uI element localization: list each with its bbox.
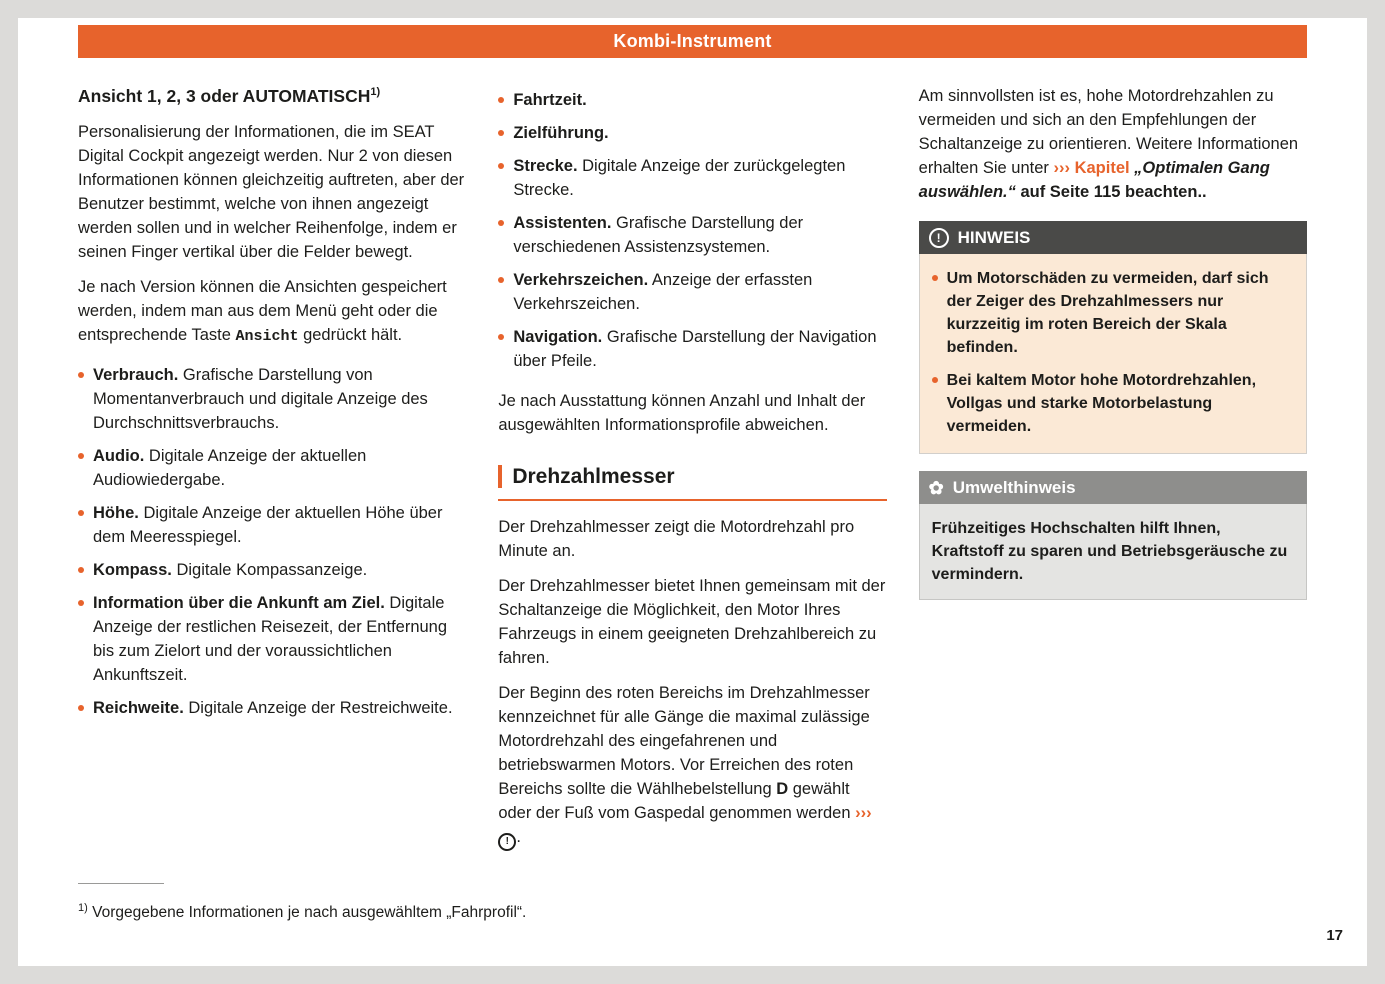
bullet-icon — [78, 705, 84, 711]
bullet-icon — [932, 377, 938, 383]
list-item-verbrauch — [78, 363, 466, 435]
item-lead: Höhe. — [93, 504, 139, 522]
column-2 — [498, 84, 886, 862]
cross-ref-arrows: ››› — [855, 804, 872, 822]
umwelthinweis-header — [919, 471, 1307, 504]
item-lead: Audio. — [93, 447, 145, 465]
item-text: Digitale Anzeige der Restreichweite. — [188, 699, 453, 717]
list-item-audio — [78, 444, 466, 492]
item-lead: Information über die Ankunft am Ziel. — [93, 594, 385, 612]
bullet-icon — [498, 97, 504, 103]
item-text: Digitale Anzeige der aktuellen Höhe über dem Meeresspiegel. — [93, 504, 443, 546]
list-item-kompass — [78, 558, 466, 582]
item-lead: Strecke. — [513, 157, 578, 175]
paragraph-personalisierung: Personalisierung der Informationen, die im SEAT Digital Cockpit angezeigt werden. Nur 2 von diesen Informationen können gleichzeitig auftreten, aber der Benutzer bestimmt, welche von ihnen angezeigt werden sollen und in welcher Reihenfolge, indem er seinen Finger vertikal über die Felder bewegt. — [78, 123, 465, 261]
list-item-strecke — [498, 154, 886, 202]
text-segment: Je nach Version können die Ansichten gespeichert werden, indem man aus dem Menü geht oder die entsprechende Taste — [78, 278, 447, 344]
umwelthinweis-body — [919, 504, 1307, 600]
paragraph-drehzahl-3 — [498, 681, 886, 851]
hinweis-header — [919, 221, 1307, 254]
hinweis-ref-icon — [498, 833, 516, 851]
umwelthinweis-text: Frühzeitiges Hochschalten hilft Ihnen, Kraftstoff zu sparen und Betriebsgeräusche zu vermindern. — [931, 520, 1288, 583]
paragraph-ansichten-speichern — [78, 275, 466, 349]
item-lead: Verkehrszeichen. — [513, 271, 649, 289]
heading-ansicht — [78, 84, 466, 108]
item-lead: Kompass. — [93, 561, 172, 579]
item-text: Digitale Kompassanzeige. — [176, 561, 368, 579]
item-lead: Assistenten. — [513, 214, 612, 232]
gear-position-label: D — [776, 780, 789, 798]
footnote-marker: 1) — [78, 901, 88, 914]
text-segment: Der Beginn des roten Bereichs im Drehzahlmesser kennzeichnet für alle Gänge die maximal zulässige Motordrehzahl des eingefahrenen und betriebswarmen Motors. Vor Erreichen des roten Bereichs sollte die Wählhebelstellung — [498, 684, 870, 798]
bullet-icon — [498, 277, 504, 283]
bullet-icon — [78, 453, 84, 459]
item-text: Anzeige der erfassten Verkehrszeichen. — [513, 271, 813, 313]
item-text: Grafische Darstellung der Navigation über Pfeile. — [513, 328, 877, 370]
list-item-assistenten — [498, 211, 886, 259]
hinweis-item — [932, 369, 1294, 438]
section-heading-drehzahlmesser — [498, 465, 886, 501]
umwelthinweis-box — [919, 471, 1307, 600]
list-item-ankunft — [78, 591, 466, 687]
item-text: Digitale Anzeige der zurückgelegten Strecke. — [513, 157, 846, 199]
flower-icon: ✿ — [928, 477, 944, 498]
item-text: Digitale Anzeige der aktuellen Audiowiedergabe. — [93, 447, 367, 489]
list-item-verkehrszeichen — [498, 268, 886, 316]
bullet-icon — [78, 510, 84, 516]
footnote — [78, 883, 526, 922]
hinweis-item-text: Bei kaltem Motor hohe Motordrehzahlen, Vollgas und starke Motorbelastung vermeiden. — [946, 372, 1257, 435]
hinweis-ref-icon-glyph: ! — [505, 836, 509, 847]
text-segment: . — [516, 828, 521, 846]
footnote-text: Vorgegebene Informationen je nach ausgewähltem „Fahrprofil“. — [92, 904, 527, 921]
bullet-icon — [498, 220, 504, 226]
list-item-fahrtzeit — [498, 88, 886, 112]
text-segment: Am sinnvollsten ist es, hohe Motordrehzahlen zu vermeiden und sich an den Empfehlungen der Schaltanzeige zu orientieren. Weitere Informationen erhalten Sie unter — [918, 87, 1299, 177]
column-1 — [78, 84, 466, 862]
paragraph-drehzahl-2: Der Drehzahlmesser bietet Ihnen gemeinsam mit der Schaltanzeige die Möglichkeit, den Motor Ihres Fahrzeugs in einem geeigneten Drehzahlbereich zu fahren. — [498, 577, 886, 667]
cross-ref-kapitel: ››› Kapitel — [1053, 159, 1135, 177]
section-heading-text: Drehzahlmesser — [498, 465, 674, 488]
item-lead: Navigation. — [513, 328, 603, 346]
paragraph-drehzahl-1: Der Drehzahlmesser zeigt die Motordrehzahl pro Minute an. — [498, 518, 855, 560]
hinweis-box — [919, 221, 1307, 454]
hinweis-title: HINWEIS — [957, 227, 1031, 247]
item-text: Grafische Darstellung von Momentanverbrauch und digitale Anzeige des Durchschnittsverbrauchs. — [93, 366, 428, 432]
hinweis-list — [932, 267, 1294, 438]
bullet-icon — [498, 163, 504, 169]
column-3 — [919, 84, 1307, 862]
footnote-divider — [78, 883, 164, 884]
hinweis-icon-glyph: ! — [936, 230, 941, 245]
hinweis-icon — [929, 228, 949, 248]
cross-ref-tail: auf Seite 115 beachten.. — [1015, 183, 1207, 201]
heading-text: Ansicht 1, 2, 3 oder AUTOMATISCH — [78, 86, 371, 106]
bullet-icon — [78, 567, 84, 573]
bullet-icon — [78, 600, 84, 606]
hinweis-item-text: Um Motorschäden zu vermeiden, darf sich der Zeiger des Drehzahlmessers nur kurzzeitig im roten Bereich der Skala befinden. — [946, 270, 1269, 356]
item-lead: Zielführung. — [513, 124, 609, 142]
text-segment: gedrückt hält. — [298, 326, 403, 344]
manual-page — [18, 18, 1367, 966]
content-columns — [18, 58, 1367, 862]
footnote-ref-marker: 1) — [370, 86, 381, 99]
paragraph-ausstattung: Je nach Ausstattung können Anzahl und Inhalt der ausgewählten Informationsprofile abweichen. — [498, 392, 866, 434]
umwelthinweis-title: Umwelthinweis — [952, 477, 1076, 497]
item-lead: Verbrauch. — [93, 366, 179, 384]
page-number: 17 — [1326, 927, 1343, 944]
bullet-icon — [78, 372, 84, 378]
page-title: Kombi-Instrument — [613, 31, 772, 51]
hinweis-body — [919, 254, 1307, 454]
feature-list-2 — [498, 88, 886, 373]
bullet-icon — [498, 130, 504, 136]
item-lead: Reichweite. — [93, 699, 184, 717]
footnote-text-line — [78, 901, 527, 922]
bullet-icon — [932, 275, 938, 281]
list-item-navigation — [498, 325, 886, 373]
text-segment: gewählt oder der Fuß vom Gaspedal genommen werden — [498, 780, 856, 822]
hinweis-item — [932, 267, 1294, 359]
list-item-reichweite — [78, 696, 466, 720]
bullet-icon — [498, 334, 504, 340]
list-item-zielfuehrung — [498, 121, 886, 145]
paragraph-empfehlung — [919, 84, 1307, 204]
list-item-hoehe — [78, 501, 466, 549]
cross-ref-title-italic: „Optimalen Gang auswählen.“ — [918, 159, 1270, 201]
feature-list-1 — [78, 363, 466, 720]
item-lead: Fahrtzeit. — [513, 91, 587, 109]
page-header-bar — [78, 25, 1307, 58]
item-text: Digitale Anzeige der restlichen Reisezeit, der Entfernung bis zum Zielort und der voraussichtlichen Ankunftszeit. — [93, 594, 448, 684]
item-text: Grafische Darstellung der verschiedenen Assistenzsystemen. — [513, 214, 804, 256]
button-key-label: Ansicht — [235, 328, 299, 345]
